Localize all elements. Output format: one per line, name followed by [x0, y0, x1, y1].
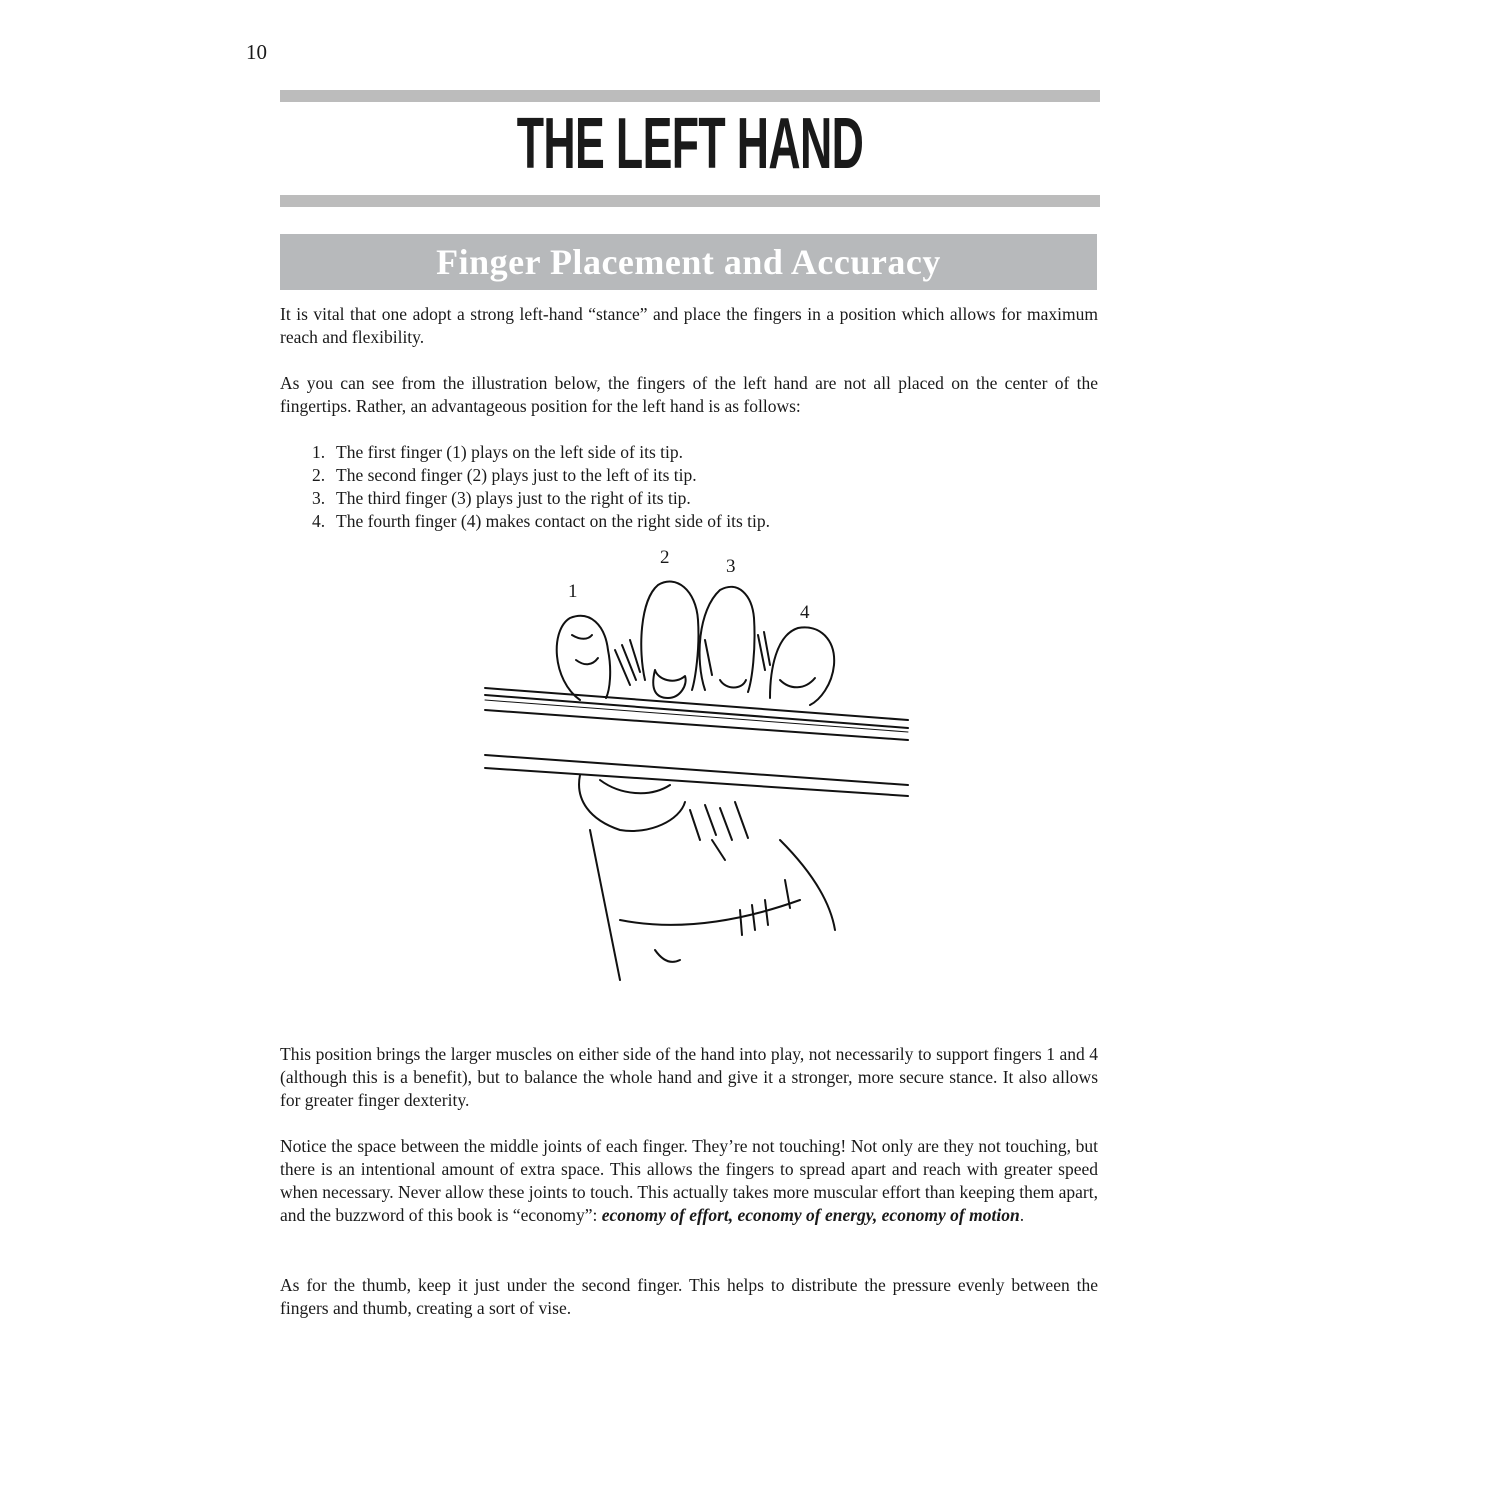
finger-label-2: 2 — [660, 547, 670, 568]
thumb-paragraph: As for the thumb, keep it just under the second finger. This helps to distribute the pressure evenly between the fingers and thumb, creating a sort of vise. — [280, 1275, 1098, 1318]
finger-label-4: 4 — [800, 602, 810, 623]
section-title: Finger Placement and Accuracy — [436, 242, 941, 282]
page-number: 10 — [246, 40, 267, 64]
chapter-title: THE LEFT HAND — [516, 104, 864, 184]
finger-label-1: 1 — [568, 581, 578, 602]
list-item: 3. The third finger (3) plays just to the right of its tip. — [312, 488, 691, 508]
intro-paragraph: It is vital that one adopt a strong left-hand “stance” and place the fingers in a position which allows for maximum reach and flexibility. — [280, 304, 1098, 347]
list-item: 2. The second finger (2) plays just to the left of its tip. — [312, 465, 697, 485]
finger-position-list — [312, 441, 770, 533]
section-banner — [280, 234, 1097, 290]
list-item: 1. The first finger (1) plays on the left side of its tip. — [312, 442, 684, 462]
title-rule-bottom — [280, 195, 1100, 207]
illustration-paragraph: As you can see from the illustration below, the fingers of the left hand are not all placed on the center of the fingertips. Rather, an advantageous position for the left hand is as follows: — [280, 373, 1098, 416]
list-item: 4. The fourth finger (4) makes contact on the right side of its tip. — [312, 511, 770, 531]
left-hand-illustration — [480, 540, 920, 990]
title-rule-top — [280, 90, 1100, 102]
joints-paragraph: Notice the space between the middle joints of each finger. They’re not touching! Not only are they not touching, but there is an intentional amount of extra space. This allows the fingers to spread apart and reach with greater speed when necessary. Never allow these joints to touch. This actually takes more muscular effort than keeping them apart, and the buzzword of this book is “economy”: economy of effort, economy of energy, economy of motion. — [280, 1136, 1098, 1225]
hand-on-fingerboard-drawing — [480, 540, 920, 990]
muscles-paragraph: This position brings the larger muscles on either side of the hand into play, not necessarily to support fingers 1 and 4 (although this is a benefit), but to balance the whole hand and give it a stronger, more secure stance. It also allows for greater finger dexterity. — [280, 1044, 1098, 1110]
economy-emphasis: economy of effort, economy of energy, economy of motion — [601, 1205, 1020, 1225]
finger-label-3: 3 — [726, 556, 736, 577]
